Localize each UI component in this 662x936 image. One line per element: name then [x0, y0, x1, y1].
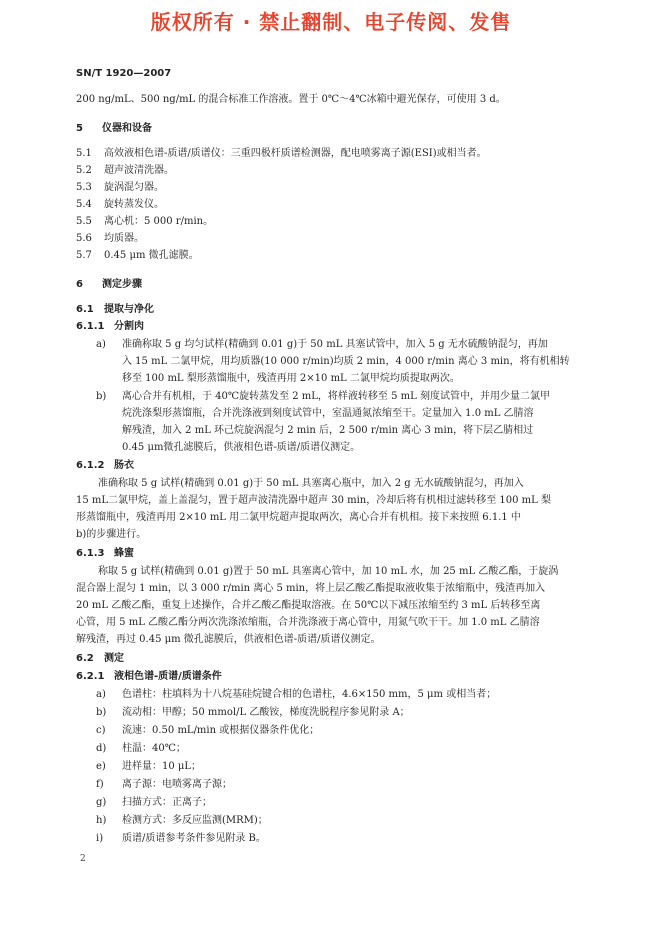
text-line — [98, 477, 524, 491]
text-line — [122, 424, 533, 438]
section-heading — [76, 320, 144, 334]
clause-text: 入 15 mL 二氯甲烷，用均质器(10 000 r/min)均质 2 min，4 000 r/min 离心 3 min，将有机相转 — [122, 356, 570, 367]
clause-text: 质谱/质谱参考条件参见附录 B。 — [122, 833, 266, 844]
text-line — [98, 565, 558, 579]
text-line — [96, 706, 410, 720]
clause-text: 称取 5 g 试样(精确到 0.01 g)置于 50 mL 具塞离心管中，加 10 mL 水，加 25 mL 乙酸乙酯，于旋涡 — [98, 566, 559, 577]
section-heading — [76, 547, 134, 561]
clause-text: 200 ng/mL、500 ng/mL 的混合标准工作溶液。置于 0℃～4℃冰箱中避光保存，可使用 3 d。 — [76, 94, 506, 105]
clause-text: 蜂蜜 — [114, 548, 134, 559]
text-line — [96, 688, 496, 702]
clause-number: h) — [96, 815, 107, 826]
clause-text: 混合器上混匀 1 min，以 3 000 r/min 离心 5 min，将上层乙酸乙酯提取液收集于浓缩瓶中，残渣再加入 — [76, 583, 546, 594]
clause-text: 旋涡混匀器。 — [104, 182, 164, 193]
text-line — [76, 249, 199, 263]
text-line — [76, 215, 213, 229]
text-line — [96, 390, 550, 404]
clause-number: 6.1.2 — [76, 460, 105, 471]
text-line — [122, 372, 460, 386]
clause-text: 检测方式：多反应监测(MRM)； — [122, 815, 268, 826]
clause-text: 液相色谱-质谱/质谱条件 — [114, 671, 222, 682]
text-line — [96, 760, 201, 774]
clause-text: 离心合并有机相，于 40℃旋转蒸发至 2 mL，将样液转移至 5 mL 刻度试管中，并用少量二氯甲 — [122, 391, 550, 402]
clause-text: 移至 100 mL 梨形蒸馏瓶中，残渣再用 2×10 mL 二氯甲烷均质提取两次。 — [122, 373, 460, 384]
text-line — [96, 796, 212, 810]
text-line — [76, 198, 164, 212]
text-line — [122, 407, 534, 421]
clause-text: 均质器。 — [104, 233, 144, 244]
clause-text: 测定步骤 — [102, 279, 142, 290]
clause-text: 离子源：电喷雾离子源； — [122, 779, 232, 790]
clause-text: 扫描方式：正离子； — [122, 797, 212, 808]
text-line — [96, 338, 548, 352]
clause-text: 准确称取 5 g 试样(精确到 0.01 g)于 50 mL 具塞离心瓶中，加入 2 g 无水硫酸钠混匀，再加入 — [98, 478, 524, 489]
text-line — [96, 742, 186, 756]
clause-number: f) — [96, 779, 104, 790]
clause-number: 6.1.1 — [76, 321, 105, 332]
clause-text: 旋转蒸发仪。 — [104, 199, 164, 210]
text-line — [76, 582, 545, 596]
clause-number: 5.7 — [76, 250, 92, 261]
text-line — [122, 441, 360, 455]
clause-text: 仪器和设备 — [102, 123, 152, 134]
clause-number: 6.2.1 — [76, 671, 105, 682]
text-line — [96, 778, 232, 792]
clause-text: b)的步骤进行。 — [76, 529, 147, 540]
clause-number: 5.6 — [76, 233, 92, 244]
clause-text: 准确称取 5 g 均匀试样(精确到 0.01 g)于 50 mL 具塞试管中，加入 5 g 无水硫酸钠混匀，再加 — [122, 339, 548, 350]
clause-text: 解残渣，加入 2 mL 环己烷旋涡混匀 2 min 后，2 500 r/min 离心 3 min，将下层乙腈相过 — [122, 425, 534, 436]
clause-text: 超声波清洗器。 — [104, 165, 174, 176]
clause-text: 15 mL二氯甲烷，盖上盖混匀，置于超声波清洗器中超声 30 min，冷却后将有机相过滤转移至 100 mL 梨 — [76, 495, 551, 506]
section-heading — [76, 459, 134, 473]
text-line — [76, 616, 540, 630]
clause-number: d) — [96, 743, 107, 754]
text-line — [96, 814, 268, 828]
clause-text: 0.45 μm 微孔滤膜。 — [104, 250, 199, 261]
section-heading — [76, 278, 142, 292]
clause-text: 高效液相色谱-质谱/质谱仪：三重四极杆质谱检测器，配电喷雾离子源(ESI)或相当者。 — [104, 148, 487, 159]
text-line — [76, 164, 174, 178]
clause-number: b) — [96, 391, 107, 402]
clause-number: 5.4 — [76, 199, 92, 210]
text-line — [96, 832, 266, 846]
text-line — [76, 511, 521, 525]
clause-number: e) — [96, 761, 106, 772]
clause-text: 0.45 μm微孔滤膜后，供液相色谱-质谱/质谱仪测定。 — [122, 442, 361, 453]
clause-number: 6.2 — [76, 653, 94, 664]
clause-text: 20 mL 乙酸乙酯，重复上述操作，合并乙酸乙酯提取溶液。在 50℃以下减压浓缩至约 3 mL 后转移至离 — [76, 600, 541, 611]
clause-number: 5.3 — [76, 182, 92, 193]
clause-text: 肠衣 — [114, 460, 134, 471]
clause-text: 离心机：5 000 r/min。 — [104, 216, 214, 227]
clause-text: 解残渣，再过 0.45 μm 微孔滤膜后，供液相色谱-质谱/质谱仪测定。 — [76, 634, 381, 645]
text-line — [76, 181, 164, 195]
clause-number: b) — [96, 707, 107, 718]
clause-text: 形蒸馏瓶中，残渣再用 2×10 mL 用二氯甲烷超声提取两次，离心合并有机相。接下来按照 6.1.1 中 — [76, 512, 521, 523]
clause-number: a) — [96, 339, 106, 350]
section-heading — [76, 670, 222, 684]
clause-number: 5.2 — [76, 165, 92, 176]
copyright-banner: 版权所有 · 禁止翻制、电子传阅、发售 — [150, 10, 512, 34]
section-heading — [76, 303, 154, 317]
page-number: 2 — [80, 854, 86, 864]
clause-number: 5 — [76, 123, 83, 134]
clause-text: 烷洗涤梨形蒸馏瓶，合并洗涤液到刻度试管中，室温通氮浓缩至干。定量加入 1.0 mL 乙腈溶 — [122, 408, 534, 419]
text-line — [96, 724, 319, 738]
clause-number: 6.1 — [76, 304, 94, 315]
text-line — [76, 528, 146, 542]
text-line — [76, 93, 506, 107]
text-line — [76, 599, 540, 613]
text-line — [76, 633, 381, 647]
section-heading — [76, 122, 152, 136]
clause-text: 柱温：40℃； — [122, 743, 186, 754]
text-line — [122, 355, 570, 369]
clause-number: i) — [96, 833, 104, 844]
text-line — [76, 232, 144, 246]
clause-number: g) — [96, 797, 107, 808]
clause-number: c) — [96, 725, 106, 736]
clause-text: 测定 — [104, 653, 124, 664]
clause-number: 6 — [76, 279, 83, 290]
clause-text: 流速：0.50 mL/min 或根据仪器条件优化； — [122, 725, 320, 736]
clause-text: 提取与净化 — [104, 304, 154, 315]
section-heading — [76, 652, 124, 666]
clause-number: 5.1 — [76, 148, 92, 159]
clause-text: 流动相：甲醇；50 mmol/L 乙酸铵，梯度洗脱程序参见附录 A； — [122, 707, 410, 718]
clause-number: 5.5 — [76, 216, 92, 227]
standard-header: SN/T 1920—2007 — [76, 68, 172, 79]
clause-text: 心管，用 5 mL 乙酸乙酯分两次洗涤浓缩瓶，合并洗涤液于离心管中，用氮气吹干干。加 1.0 mL 乙腈溶 — [76, 617, 540, 628]
text-line — [76, 494, 551, 508]
clause-number: a) — [96, 689, 106, 700]
clause-number: 6.1.3 — [76, 548, 105, 559]
text-line — [76, 147, 487, 161]
clause-text: 分割肉 — [114, 321, 144, 332]
clause-text: 色谱柱：柱填料为十八烷基硅烷键合相的色谱柱，4.6×150 mm，5 μm 或相当者； — [122, 689, 497, 700]
clause-text: 进样量：10 μL； — [122, 761, 202, 772]
